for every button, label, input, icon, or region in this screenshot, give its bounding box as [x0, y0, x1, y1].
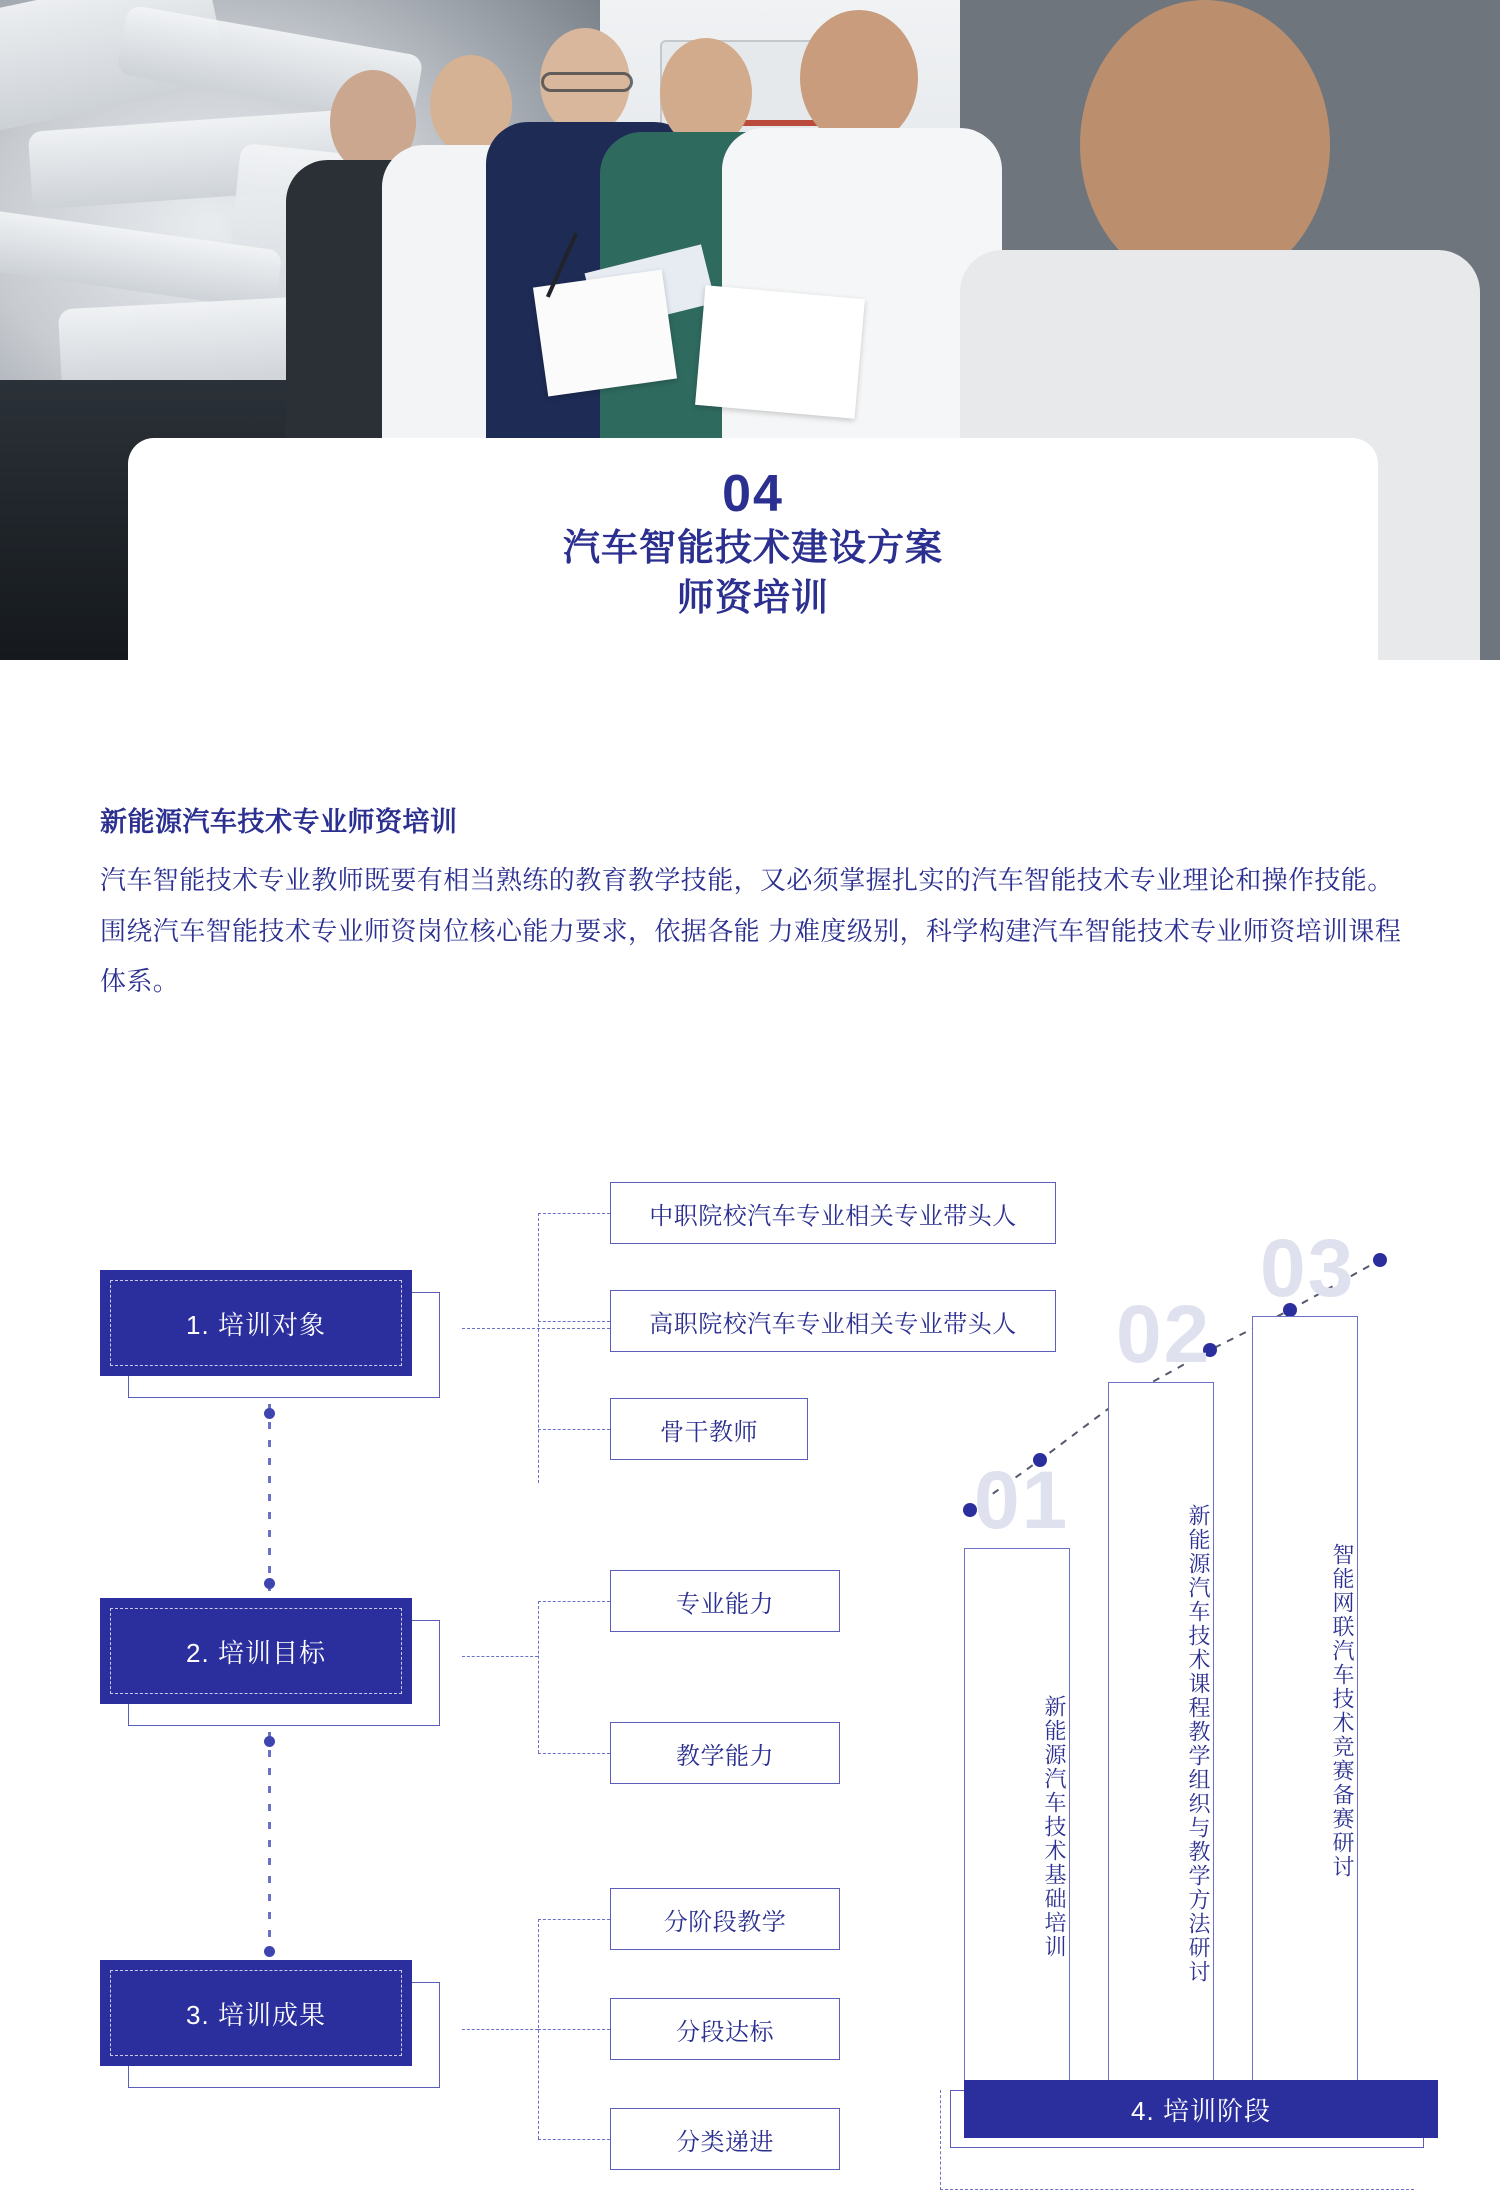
intro-block: [100, 800, 1410, 1007]
branch-line: [538, 1601, 610, 1602]
leaf-box[interactable]: 专业能力: [610, 1570, 840, 1632]
training-diagram: [0, 1160, 1500, 2211]
branch-line: [538, 1321, 610, 1322]
branch-line: [538, 2139, 610, 2140]
connector-dot: [264, 1736, 275, 1747]
branch-line: [462, 2029, 538, 2030]
leaf-box[interactable]: 骨干教师: [610, 1398, 808, 1460]
phase-bar[interactable]: 新能源汽车技术课程教学组织与教学方法研讨: [1108, 1382, 1214, 2088]
phase-ghost-number: 01: [974, 1455, 1070, 1546]
section-title-line2: 师资培训: [677, 577, 829, 619]
stage-label: 1. 培训对象: [186, 1309, 326, 1340]
section-number: 04: [722, 465, 784, 523]
stage-block-training-goal[interactable]: [100, 1598, 440, 1726]
branch-line: [538, 1753, 610, 1754]
connector-dot: [264, 1578, 275, 1589]
title-card: [128, 438, 1378, 660]
stage-label: 2. 培训目标: [186, 1637, 326, 1668]
branch-line: [538, 1213, 539, 1483]
leaf-box[interactable]: 分段达标: [610, 1998, 840, 2060]
stage-block-training-audience[interactable]: [100, 1270, 440, 1398]
section-title-line1: 汽车智能技术建设方案: [563, 527, 943, 569]
person-head: [800, 10, 918, 146]
paper-sheet: [695, 285, 865, 418]
branch-line: [462, 1656, 538, 1657]
training-phase-chart: [940, 1160, 1460, 2211]
leaf-box[interactable]: 分类递进: [610, 2108, 840, 2170]
leaf-box[interactable]: 中职院校汽车专业相关专业带头人: [610, 1182, 1056, 1244]
stage-connector: [268, 1404, 271, 1594]
branch-line: [538, 1601, 539, 1753]
stage-connector: [268, 1732, 271, 1956]
branch-line: [538, 2029, 610, 2030]
branch-line: [538, 1429, 610, 1430]
branch-line: [538, 1919, 610, 1920]
phase-bar[interactable]: 新能源汽车技术基础培训: [964, 1548, 1070, 2088]
glasses-icon: [541, 72, 633, 92]
branch-line: [538, 1213, 610, 1214]
leaf-box[interactable]: 教学能力: [610, 1722, 840, 1784]
paper-sheet: [533, 269, 677, 396]
branch-line: [462, 1328, 610, 1329]
chart-footer[interactable]: [950, 2090, 1424, 2148]
connector-dot: [264, 1946, 275, 1957]
leaf-box[interactable]: 高职院校汽车专业相关专业带头人: [610, 1290, 1056, 1352]
stage-label: 3. 培训成果: [186, 1999, 326, 2030]
person-head: [1080, 0, 1330, 290]
leaf-box[interactable]: 分阶段教学: [610, 1888, 840, 1950]
trend-point: [1373, 1253, 1387, 1267]
intro-heading: 新能源汽车技术专业师资培训: [100, 807, 458, 837]
stage-block-training-result[interactable]: [100, 1960, 440, 2088]
phase-ghost-number: 02: [1116, 1289, 1212, 1380]
phase-ghost-number: 03: [1260, 1223, 1356, 1314]
chart-footer-label: 4. 培训阶段: [964, 2080, 1438, 2138]
phase-bar[interactable]: 智能网联汽车技术竞赛备赛研讨: [1252, 1316, 1358, 2088]
connector-dot: [264, 1408, 275, 1419]
hero-bottom-band: [0, 660, 1500, 740]
intro-body: 汽车智能技术专业教师既要有相当熟练的教育教学技能，又必须掌握扎实的汽车智能技术专业理论和操作技能。围绕汽车智能技术专业师资岗位核心能力要求，依据各能 力难度级别，科学构建汽车智能技术专业师资培训课程体系。: [100, 865, 1402, 997]
